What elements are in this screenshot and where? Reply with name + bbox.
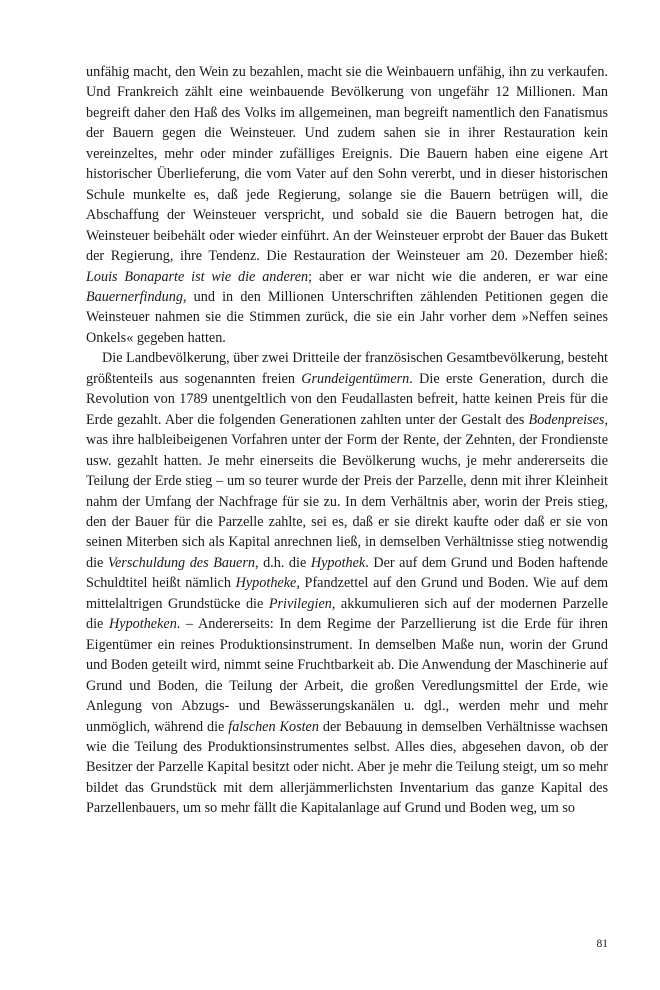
emphasis-text: Privilegien <box>268 595 332 612</box>
text-run: , und in den Millionen Unterschriften zählenden Petitionen gegen die Weinsteuer nahmen sie die Stimmen zurück, die sie ein Jahr vorher dem »Neffen seines Onkels« gegeben hatten. <box>86 288 608 346</box>
text-run: ; aber er war nicht wie die anderen, er war eine <box>308 268 608 285</box>
text-run: , d.h. die <box>254 554 311 571</box>
text-run: der Bebauung in demselben Verhältnisse wachsen wie die Teilung des Produktionsinstrumentes selbst. Alles dies, abgesehen davon, ob der Besitzer der Parzelle Kapital besitzt oder nicht. Aber je mehr die Teilung steigt, um so mehr bildet das Grundstück mit dem allerjämmerlichsten Inventarium das ganze Kapital des Parzellenbauers, um so mehr fällt die Kapitalanlage auf Grund und Boden weg, um so <box>86 718 608 817</box>
paragraph <box>86 348 608 818</box>
emphasis-text: Verschuldung des Bauern <box>107 554 255 571</box>
text-run: . – Andererseits: In dem Regime der Parzellierung ist die Erde für ihren Eigentümer ein reines Produktionsinstrument. In demselben Maße nun, worin der Grund und Boden geteilt wird, nimmt seine Fruchtbarkeit ab. Die Anwendung der Maschinerie auf Grund und Boden, die Teilung der Arbeit, die großen Veredlungsmittel der Erde, wie Anlegung von Abzugs- und Bewässerungskanälen u. dgl., werden mehr und mehr unmöglich, während die <box>86 616 608 735</box>
text-run: , Pfandzettel auf den Grund und Boden. Wie auf dem mittelaltrigen Grundstücke die <box>86 575 609 612</box>
paragraph <box>86 62 608 348</box>
emphasis-text: Grundeigentümern <box>301 370 410 387</box>
text-run: . Der auf dem Grund und Boden haftende Schuldtitel heißt nämlich <box>86 554 608 592</box>
text-run: , was ihre halbleibeigenen Vorfahren unter der Form der Rente, der Zehnten, der Frondienste usw. gezahlt hatten. Je mehr einerseits die Bevölkerung wuchs, je mehr andererseits die Teilung der Erde stieg – um so teurer wurde der Preis der Parzelle, denn mit ihrer Kleinheit nahm der Umfang der Nachfrage für sie zu. In dem Verhältnis aber, worin der Preis stieg, den der Bauer für die Parzelle zahlte, sei es, daß er sie direkt kaufte oder daß er sie von seinen Miterben sich als Kapital anrechnen ließ, in demselben Verhältnisse stieg notwendig die <box>86 411 608 571</box>
emphasis-text: falschen Kosten <box>228 718 319 735</box>
emphasis-text: Bodenpreises <box>528 411 605 428</box>
emphasis-text: Hypothek <box>310 554 366 571</box>
book-page <box>86 62 608 962</box>
emphasis-text: Bauernerfindung <box>86 288 183 305</box>
body-text <box>86 62 608 819</box>
emphasis-text: Hypotheke <box>235 575 297 592</box>
text-run: , akkumulieren sich auf der modernen Parzelle die <box>86 595 608 633</box>
emphasis-text: Hypotheken <box>109 616 177 633</box>
text-run: Die Landbevölkerung, über zwei Dritteile der französischen Gesamtbevölkerung, besteht größtenteils aus sogenannten freien <box>86 350 608 387</box>
emphasis-text: Louis Bonaparte ist wie die anderen <box>86 268 309 285</box>
page-number: 81 <box>596 938 608 950</box>
text-run: . Die erste Generation, durch die Revolution von 1789 unentgeltlich von den Feudallasten befreit, hatte keinen Preis für die Erde gezahlt. Aber die folgenden Generationen zahlten unter der Gestalt des <box>86 370 608 428</box>
text-run: unfähig macht, den Wein zu bezahlen, macht sie die Weinbauern unfähig, ihn zu verkaufen. Und Frankreich zählt eine weinbauende Bevölkerung von ungefähr 12 Millionen. Man begreift daher den Haß des Volks im allgemeinen, man begreift namentlich den Fanatismus der Bauern gegen die Weinsteuer. Und zudem sahen sie in ihrer Restauration kein vereinzeltes, mehr oder minder zufälliges Ereignis. Die Bauern haben eine eigene Art historischer Überlieferung, die vom Vater auf den Sohn vererbt, und in dieser historischen Schule munkelte es, daß jede Regierung, solange sie die Bauern betrügen will, die Abschaffung der Weinsteuer verspricht, und sobald sie die Bauern betrogen hat, die Weinsteuer beibehält oder wieder einführt. An der Weinsteuer erprobt der Bauer das Bukett der Regierung, ihre Tendenz. Die Restauration der Weinsteuer am 20. Dezember hieß: <box>86 64 608 265</box>
